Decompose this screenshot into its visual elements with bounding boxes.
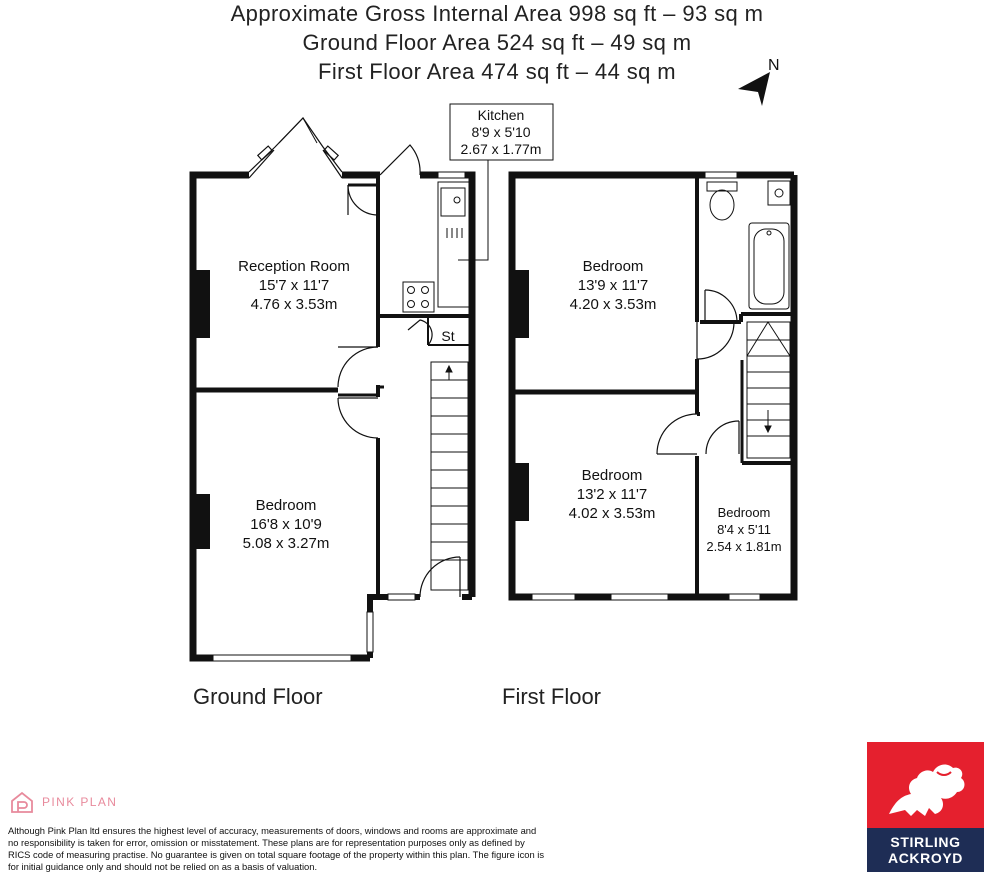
ground-floor-title: Ground Floor: [193, 684, 323, 709]
kitchen-name: Kitchen: [477, 107, 525, 123]
ff-bedroom3-metric: 2.54 x 1.81m: [706, 539, 782, 554]
ground-floor-walls: [193, 175, 472, 658]
compass-icon: [738, 57, 780, 106]
stairs: [747, 322, 790, 458]
first-floor-title: First Floor: [502, 684, 601, 709]
chimney-breast: [193, 270, 210, 338]
ff-bedroom1-name: Bedroom: [582, 258, 644, 275]
ff-bedroom2-imperial: 13'2 x 11'7: [576, 486, 648, 503]
ff-bedroom1-imperial: 13'9 x 11'7: [577, 277, 649, 294]
bathroom-fittings: [707, 181, 790, 309]
pink-plan-label: PINK PLAN: [42, 795, 118, 809]
ff-bedroom1-metric: 4.20 x 3.53m: [569, 296, 657, 313]
kitchen-units: [403, 182, 469, 312]
windows: [213, 172, 465, 661]
gf-bedroom-metric: 5.08 x 3.27m: [242, 535, 330, 552]
stirling-ackroyd-logo: [867, 742, 984, 872]
compass-label: N: [768, 57, 780, 74]
chimney-breast: [512, 270, 529, 338]
pink-plan-house-icon: [10, 790, 34, 814]
reception-metric: 4.76 x 3.53m: [250, 296, 338, 313]
griffin-icon: [867, 742, 984, 828]
bay-window: [249, 118, 342, 178]
ff-bedroom2-metric: 4.02 x 3.53m: [568, 505, 656, 522]
disclaimer: Although Pink Plan ltd ensures the highest level of accuracy, measurements of doors, windows and rooms are approximate and no responsibility is taken for error, omission or misstatement. These plans are for representation purposes only as defined by RICS code of measuring practise. No guarantee is given on total square footage of the property within this plan. The figure icon is for initial guidance only and should not be relied on as a basis of valuation.: [8, 825, 545, 872]
doors: [338, 145, 460, 597]
pink-plan-brand: [10, 789, 117, 815]
kitchen-metric: 2.67 x 1.77m: [460, 141, 542, 157]
ff-bedroom3-imperial: 8'4 x 5'11: [717, 522, 771, 537]
area-first: First Floor Area 474 sq ft – 44 sq m: [318, 59, 676, 84]
area-total: Approximate Gross Internal Area 998 sq ft – 93 sq m: [230, 1, 764, 26]
agent-line2: ACKROYD: [888, 850, 963, 866]
gf-bedroom-imperial: 16'8 x 10'9: [250, 516, 322, 533]
ff-bedroom3-name: Bedroom: [717, 505, 771, 520]
stairs: [431, 362, 468, 590]
area-ground: Ground Floor Area 524 sq ft – 49 sq m: [302, 30, 692, 55]
agent-line1: STIRLING: [890, 834, 961, 850]
ff-bedroom2-name: Bedroom: [581, 467, 643, 484]
gf-bedroom-name: Bedroom: [255, 497, 317, 514]
kitchen-imperial: 8'9 x 5'10: [471, 124, 531, 140]
chimney-breast: [512, 463, 529, 521]
reception-name: Reception Room: [238, 258, 350, 275]
chimney-breast: [193, 494, 210, 549]
store-label: St: [441, 328, 455, 344]
reception-imperial: 15'7 x 11'7: [258, 277, 330, 294]
